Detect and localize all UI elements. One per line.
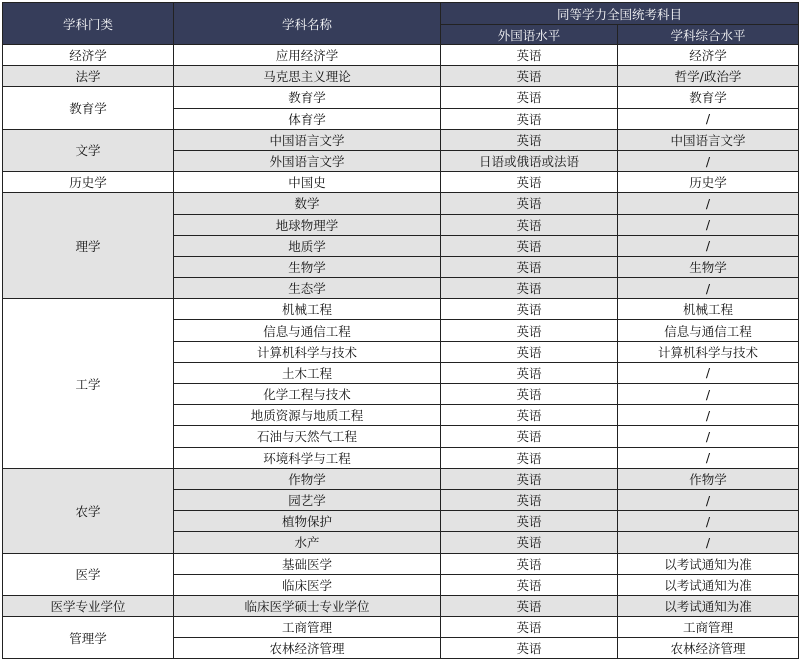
foreign-language-cell: 英语 [441,108,618,129]
foreign-language-cell: 英语 [441,45,618,66]
subject-cell: 数学 [174,193,441,214]
table-row [3,66,799,87]
comprehensive-cell: 工商管理 [618,617,799,638]
foreign-language-cell: 英语 [441,638,618,659]
foreign-language-cell: 英语 [441,362,618,383]
foreign-language-cell: 英语 [441,595,618,616]
table-row [3,299,799,320]
table-row [3,193,799,214]
foreign-language-cell: 英语 [441,278,618,299]
subject-cell: 环境科学与工程 [174,447,441,468]
subject-cell: 体育学 [174,108,441,129]
category-cell: 农学 [3,468,174,553]
foreign-language-cell: 英语 [441,193,618,214]
subject-cell: 园艺学 [174,489,441,510]
comprehensive-cell: 教育学 [618,87,799,108]
subject-cell: 地球物理学 [174,214,441,235]
foreign-language-cell: 英语 [441,468,618,489]
table-row [3,172,799,193]
comprehensive-cell: / [618,193,799,214]
subject-cell: 中国史 [174,172,441,193]
subject-cell: 水产 [174,532,441,553]
comprehensive-cell: 机械工程 [618,299,799,320]
foreign-language-cell: 英语 [441,511,618,532]
foreign-language-cell: 英语 [441,574,618,595]
foreign-language-cell: 英语 [441,341,618,362]
comprehensive-cell: 生物学 [618,256,799,277]
comprehensive-cell: / [618,405,799,426]
comprehensive-cell: 计算机科学与技术 [618,341,799,362]
comprehensive-cell: / [618,489,799,510]
category-cell: 历史学 [3,172,174,193]
comprehensive-cell: 历史学 [618,172,799,193]
comprehensive-cell: 经济学 [618,45,799,66]
header-exam-group: 同等学力全国统考科目 [441,3,799,25]
subject-cell: 应用经济学 [174,45,441,66]
foreign-language-cell: 英语 [441,405,618,426]
comprehensive-cell: / [618,511,799,532]
comprehensive-cell: / [618,278,799,299]
foreign-language-cell: 英语 [441,235,618,256]
category-cell: 法学 [3,66,174,87]
foreign-language-cell: 英语 [441,426,618,447]
comprehensive-cell: / [618,384,799,405]
category-cell: 理学 [3,193,174,299]
header-subject: 学科名称 [174,3,441,45]
comprehensive-cell: / [618,235,799,256]
foreign-language-cell: 日语或俄语或法语 [441,150,618,171]
subject-cell: 作物学 [174,468,441,489]
subject-cell: 外国语言文学 [174,150,441,171]
subject-cell: 教育学 [174,87,441,108]
foreign-language-cell: 英语 [441,320,618,341]
foreign-language-cell: 英语 [441,87,618,108]
foreign-language-cell: 英语 [441,214,618,235]
comprehensive-cell: 以考试通知为准 [618,553,799,574]
subject-exam-table [2,2,799,659]
table-row [3,468,799,489]
foreign-language-cell: 英语 [441,256,618,277]
comprehensive-cell: / [618,108,799,129]
foreign-language-cell: 英语 [441,489,618,510]
comprehensive-cell: 以考试通知为准 [618,574,799,595]
table-row [3,45,799,66]
subject-cell: 马克思主义理论 [174,66,441,87]
category-cell: 经济学 [3,45,174,66]
foreign-language-cell: 英语 [441,617,618,638]
category-cell: 医学 [3,553,174,595]
foreign-language-cell: 英语 [441,553,618,574]
category-cell: 教育学 [3,87,174,129]
subject-cell: 基础医学 [174,553,441,574]
table-row [3,87,799,108]
subject-cell: 农林经济管理 [174,638,441,659]
comprehensive-cell: / [618,447,799,468]
comprehensive-cell: / [618,214,799,235]
comprehensive-cell: / [618,150,799,171]
subject-cell: 石油与天然气工程 [174,426,441,447]
foreign-language-cell: 英语 [441,172,618,193]
subject-cell: 计算机科学与技术 [174,341,441,362]
subject-cell: 临床医学 [174,574,441,595]
comprehensive-cell: 农林经济管理 [618,638,799,659]
category-cell: 医学专业学位 [3,595,174,616]
subject-cell: 植物保护 [174,511,441,532]
table-row [3,617,799,638]
subject-cell: 生态学 [174,278,441,299]
foreign-language-cell: 英语 [441,384,618,405]
subject-cell: 信息与通信工程 [174,320,441,341]
subject-cell: 地质资源与地质工程 [174,405,441,426]
subject-cell: 临床医学硕士专业学位 [174,595,441,616]
comprehensive-cell: 作物学 [618,468,799,489]
comprehensive-cell: 中国语言文学 [618,129,799,150]
comprehensive-cell: 哲学/政治学 [618,66,799,87]
header-comprehensive: 学科综合水平 [618,25,799,45]
foreign-language-cell: 英语 [441,532,618,553]
comprehensive-cell: / [618,362,799,383]
foreign-language-cell: 英语 [441,66,618,87]
subject-cell: 机械工程 [174,299,441,320]
comprehensive-cell: / [618,532,799,553]
foreign-language-cell: 英语 [441,447,618,468]
table-body [3,45,799,659]
subject-cell: 化学工程与技术 [174,384,441,405]
foreign-language-cell: 英语 [441,299,618,320]
header-foreign-language: 外国语水平 [441,25,618,45]
comprehensive-cell: 以考试通知为准 [618,595,799,616]
table-row [3,129,799,150]
subject-cell: 生物学 [174,256,441,277]
category-cell: 工学 [3,299,174,469]
table-row [3,595,799,616]
subject-cell: 地质学 [174,235,441,256]
header-category: 学科门类 [3,3,174,45]
category-cell: 文学 [3,129,174,171]
subject-cell: 工商管理 [174,617,441,638]
subject-cell: 中国语言文学 [174,129,441,150]
comprehensive-cell: 信息与通信工程 [618,320,799,341]
subject-cell: 土木工程 [174,362,441,383]
foreign-language-cell: 英语 [441,129,618,150]
category-cell: 管理学 [3,617,174,659]
table-row [3,553,799,574]
comprehensive-cell: / [618,426,799,447]
